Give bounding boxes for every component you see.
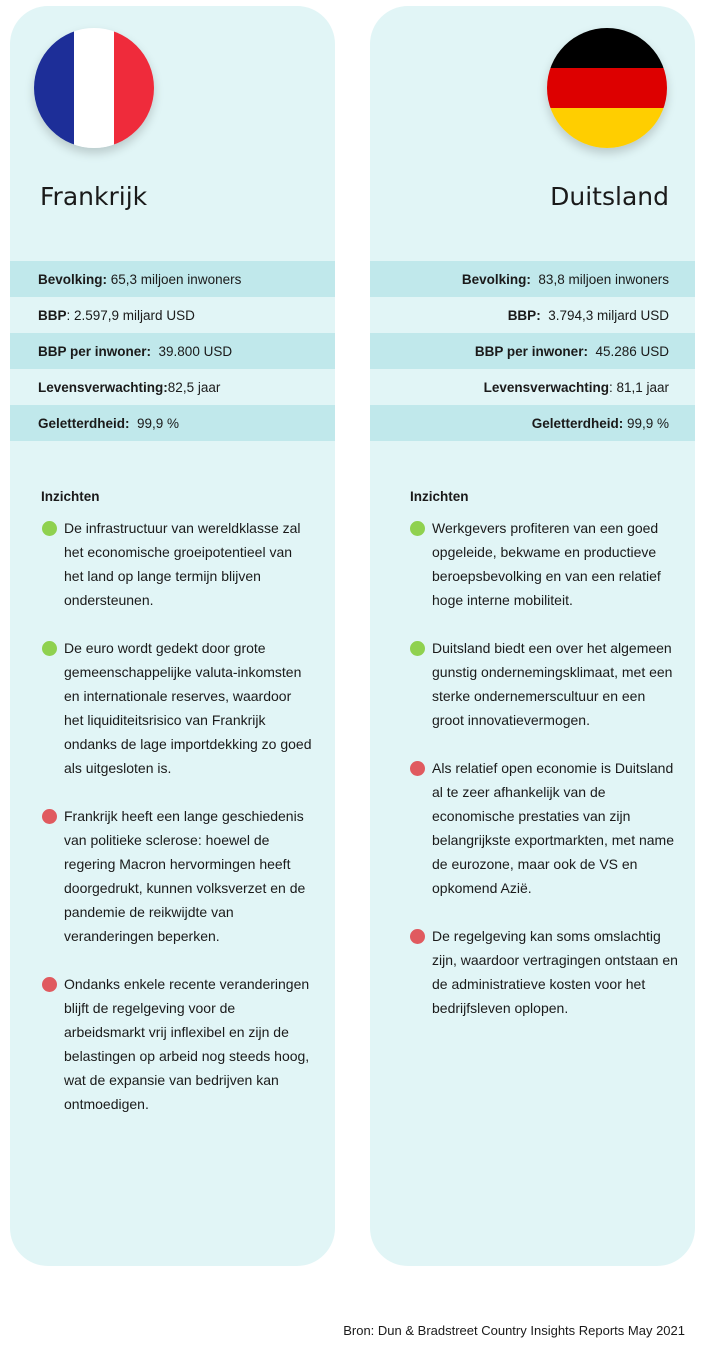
stat-value: 99,9 % [623,415,669,431]
insight-item [410,516,680,612]
positive-dot-icon [410,521,425,536]
insight-text: De regelgeving kan soms omslachtig zijn, waardoor vertragingen ontstaan en de administratieve kosten voor het bedrijfsleven oplopen. [432,928,678,1016]
stat-label: Levensverwachting: [38,379,168,395]
stat-value: : 2.597,9 miljard USD [66,307,195,323]
stats-table [370,261,695,441]
stats-table [10,261,335,441]
stat-value: 65,3 miljoen inwoners [107,271,242,287]
insight-item [42,804,312,948]
stat-row-population [10,261,335,297]
stat-value: 45.286 USD [587,343,669,359]
stat-label: BBP [38,307,67,323]
stat-row-life-expectancy [370,369,695,405]
positive-dot-icon [42,521,57,536]
negative-dot-icon [410,761,425,776]
germany-flag-icon [547,28,667,148]
stat-value: 3.794,3 miljard USD [540,307,669,323]
insight-text: Ondanks enkele recente veranderingen blijft de regelgeving voor de arbeidsmarkt vrij inflexibel en zijn de belastingen op arbeid nog steeds hoog, wat de expansie van bedrijven kan ontmoedigen. [64,976,310,1112]
flag-stripe-white [74,28,114,148]
stat-label: Bevolking: [461,271,531,287]
stat-label: Geletterdheid: [38,415,130,431]
insights-title: Inzichten [410,489,469,504]
stat-row-gdp [10,297,335,333]
stat-row-literacy [10,405,335,441]
stat-row-gdp-per-capita [370,333,695,369]
insight-item [42,972,312,1116]
france-flag-icon [34,28,154,148]
country-title: Duitsland [550,182,669,211]
flag-stripe-blue [34,28,74,148]
stat-label: Geletterdheid: [531,415,624,431]
insights-title: Inzichten [41,489,100,504]
insights-list [410,516,680,1044]
stat-value: 82,5 jaar [167,379,221,395]
france-card [10,6,335,1266]
stat-label: Bevolking: [38,271,108,287]
negative-dot-icon [42,809,57,824]
insight-text: Duitsland biedt een over het algemeen gunstig ondernemingsklimaat, met een sterke ondernemerscultuur en een groot innovatievermogen. [432,640,673,728]
insight-text: De euro wordt gedekt door grote gemeenschappelijke valuta-inkomsten en internationale reserves, waardoor het liquiditeitsrisico van Frankrijk ondanks de lage importdekking zo goed als uitgesloten is. [64,640,312,776]
insights-list [42,516,312,1140]
insight-item [410,924,680,1020]
stat-row-life-expectancy [10,369,335,405]
flag-stripe-red [547,68,667,108]
stat-row-population [370,261,695,297]
negative-dot-icon [410,929,425,944]
country-title: Frankrijk [40,182,148,211]
source-note: Bron: Dun & Bradstreet Country Insights Reports May 2021 [343,1323,685,1338]
insight-item [410,636,680,732]
insight-item [410,756,680,900]
stat-label: BBP per inwoner: [474,343,588,359]
stat-row-gdp [370,297,695,333]
insight-text: De infrastructuur van wereldklasse zal het economische groeipotentieel van het land op lange termijn blijven ondersteunen. [64,520,301,608]
stat-row-literacy [370,405,695,441]
stat-value: 99,9 % [129,415,180,431]
positive-dot-icon [42,641,57,656]
stat-label: Levensverwachting [483,379,609,395]
insight-text: Werkgevers profiteren van een goed opgeleide, bekwame en productieve beroepsbevolking en van een relatief hoge interne mobiliteit. [432,520,661,608]
flag-stripe-black [547,28,667,68]
insight-item [42,636,312,780]
stat-value: 39.800 USD [151,343,233,359]
flag-stripe-red [114,28,154,148]
stat-label: BBP per inwoner: [38,343,152,359]
stat-label: BBP: [507,307,541,323]
stat-value: 83,8 miljoen inwoners [530,271,669,287]
insight-text: Als relatief open economie is Duitsland al te zeer afhankelijk van de economische prestaties van zijn belangrijkste exportmarkten, met name de eurozone, maar ook de VS en opkomend Azië. [432,760,674,896]
positive-dot-icon [410,641,425,656]
germany-card [370,6,695,1266]
insight-text: Frankrijk heeft een lange geschiedenis van politieke sclerose: hoewel de regering Macron hervormingen heeft doorgedrukt, kunnen volksverzet en de pandemie de reikwijdte van veranderingen beperken. [64,808,306,944]
negative-dot-icon [42,977,57,992]
stat-row-gdp-per-capita [10,333,335,369]
flag-stripe-gold [547,108,667,148]
stat-value: : 81,1 jaar [608,379,669,395]
insight-item [42,516,312,612]
